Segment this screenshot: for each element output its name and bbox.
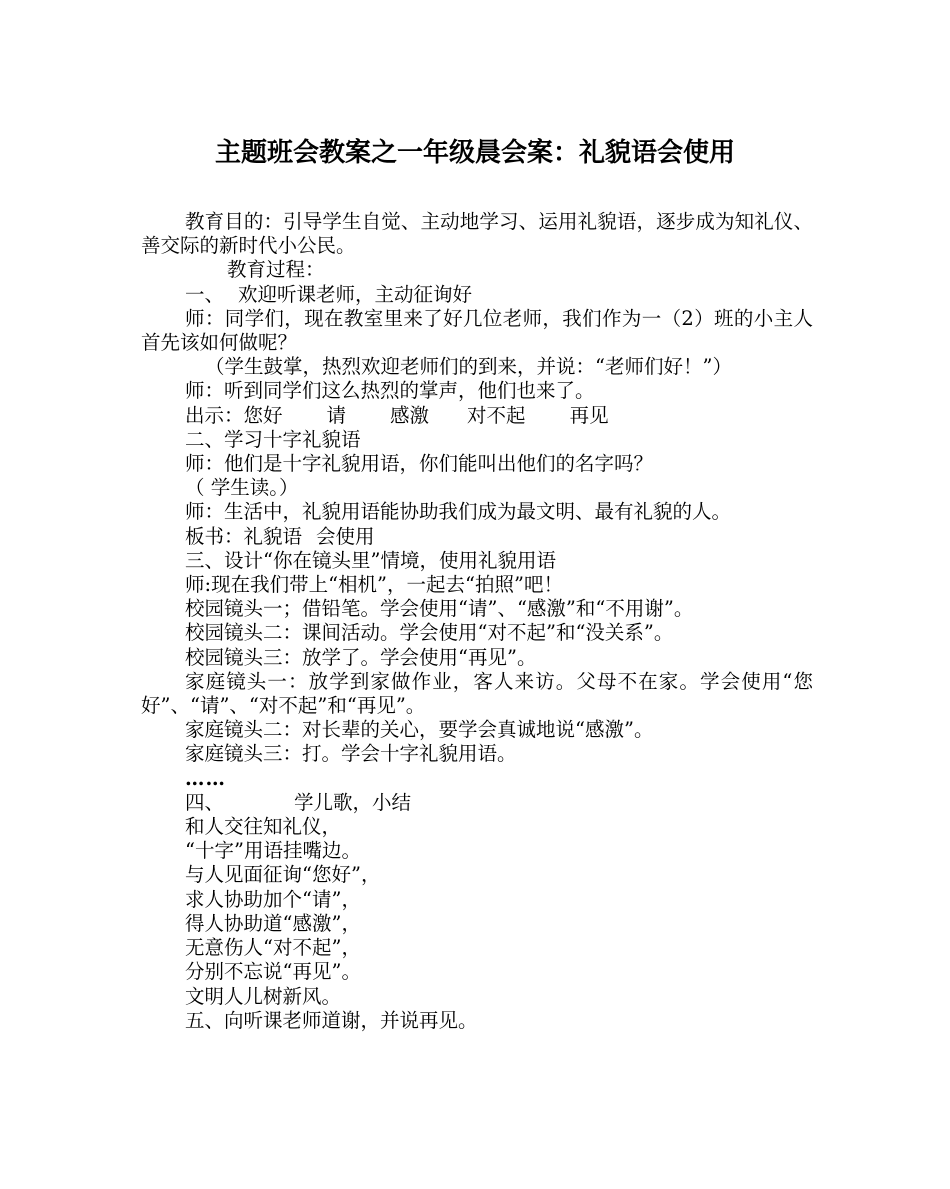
section-1-number: 一、 (185, 282, 225, 306)
scene-line: 校园镜头一；借铅笔。学会使用“请”、“感激”和“不用谢”。 (185, 597, 694, 621)
section-4-heading (141, 791, 813, 815)
document-body (141, 210, 813, 1033)
song-line: 得人协助道“感激”， (185, 911, 361, 935)
song-line: 和人交往知礼仪， (185, 815, 342, 839)
board-line (141, 525, 813, 549)
board-text: 会使用 (316, 524, 375, 548)
section-2-heading: 二、学习十字礼貌语 (185, 427, 361, 451)
document-title: 主题班会教案之一年级晨会案：礼貌语会使用 (214, 138, 735, 168)
section-1-heading (141, 283, 813, 307)
teacher-line-2: 师：听到同学们这么热烈的掌声，他们也来了。 (185, 379, 595, 403)
song-line: 无意伤人“对不起”， (185, 936, 361, 960)
song-line: “十字”用语挂嘴边。 (185, 839, 361, 863)
section-5-heading: 五、向听课老师道谢，并说再见。 (185, 1008, 478, 1032)
teacher-line-3: 师：他们是十字礼貌用语，你们能叫出他们的名字吗？ (185, 452, 654, 476)
section-4-number: 四、 (185, 790, 225, 814)
ellipsis: …… (185, 766, 226, 790)
show-word-goodbye: 再见 (569, 403, 609, 427)
show-words-line (141, 404, 813, 428)
show-word-thanks: 感激 (390, 403, 430, 427)
show-word-sorry: 对不起 (467, 403, 526, 427)
teacher-line-5: 师:现在我们带上“相机”，一起去“拍照”吧！ (185, 573, 563, 597)
purpose-paragraph: 教育目的：引导学生自觉、主动地学习、运用礼貌语，逐步成为知礼仪、善交际的新时代小公民。 (141, 210, 813, 258)
board-label: 板书：礼貌语 (185, 524, 303, 548)
section-3-heading: 三、设计“你在镜头里”情境，使用礼貌用语 (185, 548, 556, 572)
show-label: 出示：您好 (185, 403, 283, 427)
scene-line: 校园镜头三：放学了。学会使用“再见”。 (185, 645, 537, 669)
song-line: 文明人儿树新风。 (185, 984, 342, 1008)
students-line-1: （学生鼓掌，热烈欢迎老师们的到来，并说：“老师们好！”） (205, 355, 732, 379)
section-1-title: 欢迎听课老师，主动征询好 (238, 282, 473, 306)
section-4-title: 学儿歌，小结 (294, 790, 412, 814)
scene-line: 校园镜头二：课间活动。学会使用“对不起”和“没关系”。 (185, 621, 674, 645)
song-line: 求人协助加个“请”， (185, 887, 361, 911)
scene-line: 家庭镜头三：打。学会十字礼貌用语。 (185, 742, 517, 766)
show-word-please: 请 (326, 403, 347, 427)
process-heading: 教育过程： (227, 258, 325, 282)
teacher-line-4: 师：生活中，礼貌用语能协助我们成为最文明、最有礼貌的人。 (185, 500, 732, 524)
scene-line: 家庭镜头一：放学到家做作业，客人来访。父母不在家。学会使用“您好”、“请”、“对不起”和“再见”。 (141, 669, 813, 718)
ellipsis-line (141, 767, 813, 791)
students-line-2: （ 学生读。） (185, 476, 299, 500)
song-line: 分别不忘说“再见”。 (185, 960, 361, 984)
teacher-line-1: 师：同学们，现在教室里来了好几位老师，我们作为一（2）班的小主人首先该如何做呢？ (141, 306, 813, 355)
song-line: 与人见面征询“您好”， (185, 863, 381, 887)
scene-line: 家庭镜头二：对长辈的关心，要学会真诚地说“感激”。 (185, 718, 654, 742)
